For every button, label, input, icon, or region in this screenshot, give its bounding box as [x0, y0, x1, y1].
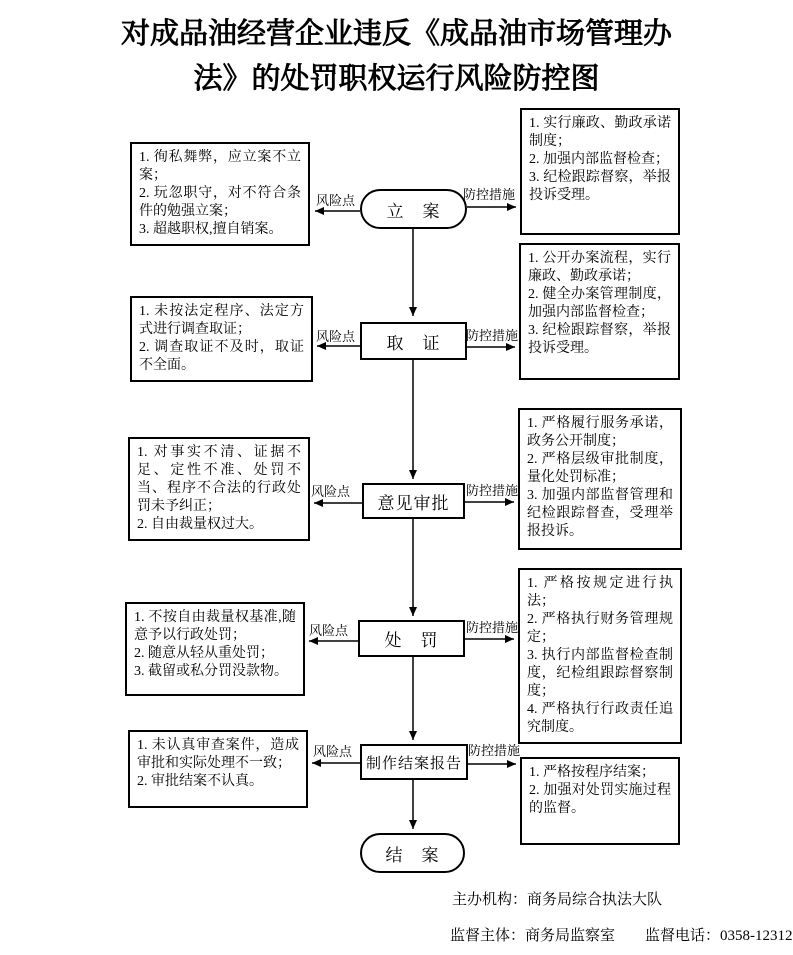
risk-point-label: 风险点	[316, 329, 356, 344]
control-item: 2. 严格执行财务管理规定；	[527, 612, 673, 645]
node-case-filing: 立 案	[360, 189, 467, 229]
control-item: 3. 执行内部监督检查制度，纪检组跟踪督察制度；	[527, 648, 673, 699]
control-item: 1. 严格按规定进行执法；	[527, 576, 673, 609]
risk-item: 2. 随意从轻从重处罚；	[134, 646, 274, 661]
control-measure-label: 防控措施	[466, 620, 519, 635]
control-item: 1. 公开办案流程，实行廉政、勤政承诺；	[528, 251, 671, 284]
node-case-closed: 结 案	[360, 833, 465, 873]
risk-point-label: 风险点	[309, 623, 349, 638]
control-item: 3. 纪检跟踪督察，举报投诉受理。	[528, 323, 671, 356]
control-item: 2. 健全办案管理制度，加强内部监督检查；	[528, 287, 671, 320]
control-box-closing-report	[520, 757, 680, 845]
risk-item: 2. 调查取证不及时，取证不全面。	[139, 340, 304, 373]
node-approval: 意见审批	[362, 483, 465, 519]
page-title: 对成品油经营企业违反《成品油市场管理办法》的处罚职权运行风险防控图	[120, 18, 672, 95]
control-item: 2. 严格层级审批制度，量化处罚标准；	[527, 452, 673, 485]
control-box-approval	[518, 408, 682, 550]
node-closing-report: 制作结案报告	[360, 744, 468, 780]
risk-item: 1. 未按法定程序、法定方式进行调查取证；	[139, 304, 304, 337]
control-item: 1. 实行廉政、勤政承诺制度；	[529, 116, 671, 149]
supervision-phone: 监督电话：0358-12312	[645, 928, 793, 944]
risk-item: 2. 自由裁量权过大。	[137, 517, 263, 532]
control-item: 1. 严格履行服务承诺，政务公开制度；	[527, 416, 673, 449]
control-measure-label: 防控措施	[466, 328, 519, 343]
control-measure-label: 防控措施	[468, 743, 521, 758]
risk-point-label: 风险点	[311, 484, 351, 499]
control-measure-label: 防控措施	[466, 483, 519, 498]
supervisor-text: 监督主体：商务局监察室	[450, 928, 616, 944]
risk-box-case-filing	[130, 142, 310, 246]
control-item: 1. 严格按程序结案；	[529, 765, 655, 780]
control-box-evidence	[519, 243, 680, 380]
control-item: 2. 加强对处罚实施过程的监督。	[529, 783, 671, 816]
control-item: 2. 加强内部监督检查；	[529, 152, 669, 167]
risk-box-closing-report	[128, 730, 308, 808]
organizer-text: 主办机构：商务局综合执法大队	[452, 892, 663, 908]
control-box-case-filing	[520, 108, 680, 235]
risk-item: 1. 徇私舞弊，应立案不立案；	[139, 150, 301, 183]
node-evidence: 取 证	[360, 322, 467, 360]
node-penalty: 处 罚	[358, 620, 465, 657]
risk-box-evidence	[130, 296, 313, 382]
supervision-line	[450, 924, 793, 945]
risk-box-penalty	[125, 602, 305, 696]
risk-point-label: 风险点	[316, 193, 356, 208]
risk-point-label: 风险点	[313, 744, 353, 759]
risk-item: 2. 玩忽职守，对不符合条件的勉强立案；	[139, 186, 301, 219]
control-item: 3. 纪检跟踪督察，举报投诉受理。	[529, 170, 671, 203]
risk-item: 3. 截留或私分罚没款物。	[134, 664, 288, 679]
risk-item: 3. 超越职权,擅自销案。	[139, 222, 283, 237]
risk-item: 1. 对事实不清、证据不足、定性不准、处罚不当、程序不合法的行政处罚未予纠正；	[137, 445, 301, 514]
risk-item: 1. 未认真审查案件，造成审批和实际处理不一致；	[137, 738, 299, 771]
risk-box-approval	[128, 437, 310, 541]
risk-item: 2. 审批结案不认真。	[137, 774, 263, 789]
control-measure-label: 防控措施	[463, 187, 516, 202]
control-item: 3. 加强内部监督管理和纪检跟踪督查，受理举报投诉。	[527, 488, 673, 539]
risk-item: 1. 不按自由裁量权基准,随意予以行政处罚；	[134, 610, 296, 643]
control-box-penalty	[518, 568, 682, 744]
control-item: 4. 严格执行行政责任追究制度。	[527, 702, 673, 735]
